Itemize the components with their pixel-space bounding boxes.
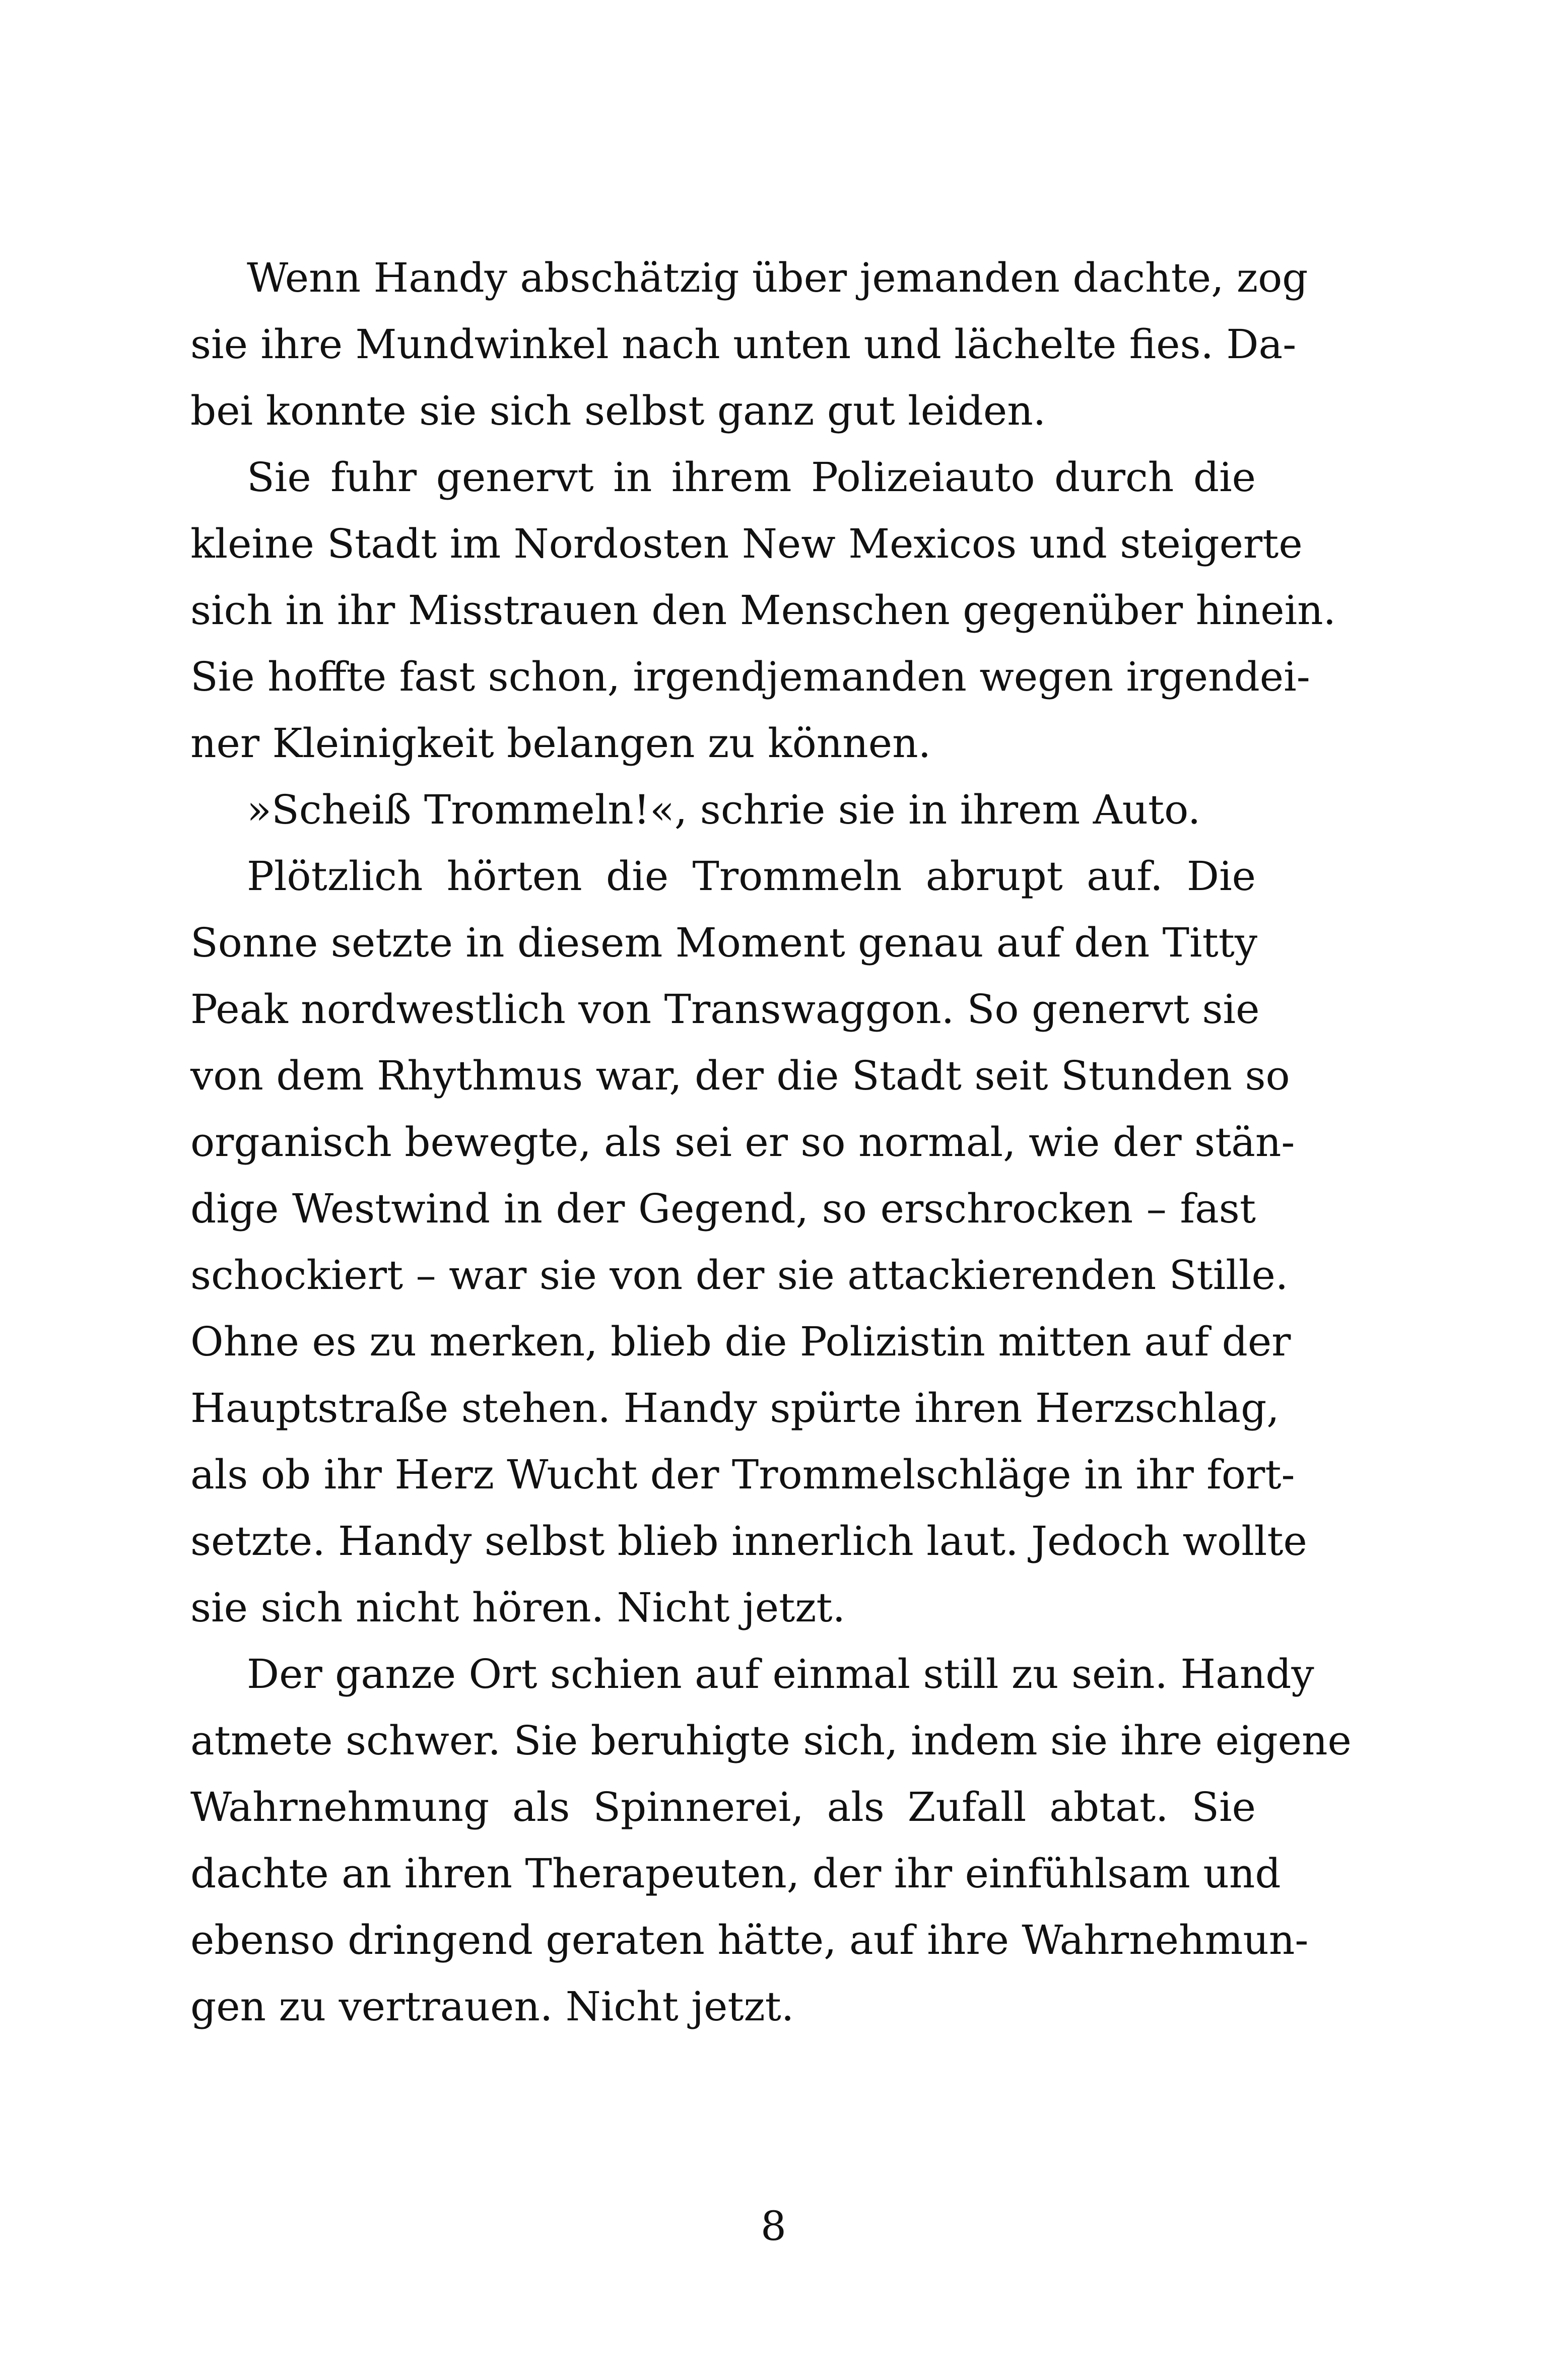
text-line: Der ganze Ort schien auf einmal still zu sein. Handy	[247, 1651, 1314, 1697]
text-line: ner Kleinigkeit belangen zu können.	[190, 720, 931, 767]
text-line: Wahrnehmung als Spinnerei, als Zufall abtat. Sie	[190, 1784, 1256, 1830]
text-line: dige Westwind in der Gegend, so erschrocken – fast	[190, 1185, 1256, 1232]
text-line: dachte an ihren Therapeuten, der ihr einfühlsam und	[190, 1850, 1281, 1897]
text-line: Ohne es zu merken, blieb die Polizistin mitten auf der	[190, 1318, 1291, 1365]
text-line: setzte. Handy selbst blieb innerlich laut. Jedoch wollte	[190, 1518, 1307, 1565]
text-line: atmete schwer. Sie beruhigte sich, indem sie ihre eigene	[190, 1717, 1352, 1764]
text-line: organisch bewegte, als sei er so normal, wie der stän-	[190, 1119, 1295, 1166]
text-line: Wenn Handy abschätzig über jemanden dachte, zog	[247, 254, 1308, 301]
text-line: von dem Rhythmus war, der die Stadt seit Stunden so	[190, 1052, 1290, 1099]
text-line: gen zu vertrauen. Nicht jetzt.	[190, 1983, 794, 2030]
text-line: Sie hoffte fast schon, irgendjemanden wegen irgendei-	[190, 653, 1310, 700]
text-line: ebenso dringend geraten hätte, auf ihre Wahrnehmun-	[190, 1917, 1309, 1963]
text-line: kleine Stadt im Nordosten New Mexicos und steigerte	[190, 520, 1303, 567]
text-line: Peak nordwestlich von Transwaggon. So genervt sie	[190, 986, 1260, 1033]
text-line: Plötzlich hörten die Trommeln abrupt auf. Die	[247, 853, 1256, 900]
text-line: »Scheiß Trommeln!«, schrie sie in ihrem Auto.	[247, 786, 1201, 833]
text-line: als ob ihr Herz Wucht der Trommelschläge in ihr fort-	[190, 1451, 1295, 1498]
text-line: sich in ihr Misstrauen den Menschen gegenüber hinein.	[190, 587, 1336, 634]
body-text	[190, 245, 1352, 2040]
text-line: sie ihre Mundwinkel nach unten und lächelte fies. Da-	[190, 321, 1297, 368]
text-line: Sonne setzte in diesem Moment genau auf den Titty	[190, 919, 1258, 966]
text-line: Hauptstraße stehen. Handy spürte ihren Herzschlag,	[190, 1385, 1280, 1432]
text-line: Sie fuhr genervt in ihrem Polizeiauto durch die	[247, 454, 1256, 501]
text-line: schockiert – war sie von der sie attackierenden Stille.	[190, 1252, 1289, 1299]
text-line: sie sich nicht hören. Nicht jetzt.	[190, 1584, 845, 1631]
text-line: bei konnte sie sich selbst ganz gut leiden.	[190, 387, 1046, 434]
page-number: 8	[761, 2203, 786, 2250]
